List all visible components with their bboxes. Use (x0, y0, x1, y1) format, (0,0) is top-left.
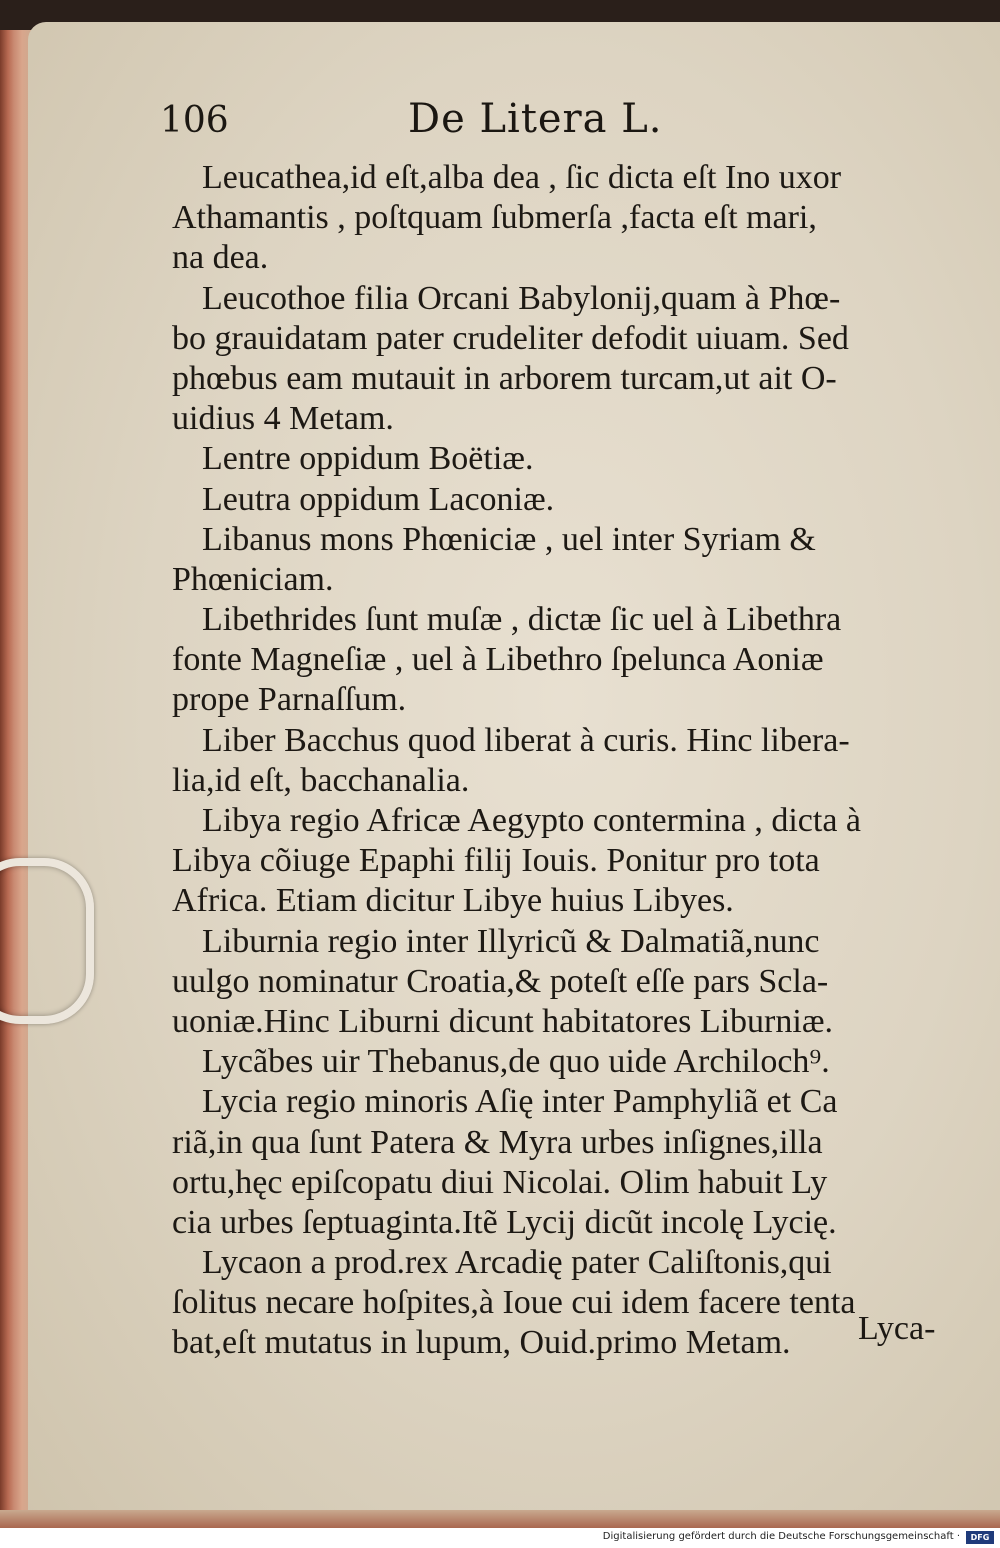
page-number: 106 (160, 100, 229, 141)
book-clasp (0, 858, 94, 1024)
text-line: uulgo nominatur Croatia,& poteſt eſſe pars Scla- (172, 962, 829, 1000)
text-line: bo grauidatam pater crudeliter defodit uiuam. Sed (172, 319, 849, 357)
text-line: fonte Magneſiæ , uel à Libethro ſpelunca Aoniæ (172, 641, 824, 679)
page-header (160, 92, 920, 152)
text-line: Libanus mons Phœniciæ , uel inter Syriam & (202, 520, 816, 558)
text-line: Liburnia regio inter Illyricũ & Dalmatiã,nunc (202, 922, 820, 960)
text-line: uidius 4 Metam. (172, 400, 394, 438)
text-line: Lycia regio minoris Aſię inter Pamphyliã et Ca (202, 1083, 838, 1121)
text-line: Africa. Etiam dicitur Libye huius Libyes. (172, 882, 734, 920)
funding-credit: Digitalisierung gefördert durch die Deutsche Forschungsgemeinschaft · (602, 1531, 960, 1542)
text-line: phœbus eam mutauit in arborem turcam,ut ait O- (172, 359, 837, 397)
text-line: riã,in qua ſunt Patera & Myra urbes inſignes,illa (172, 1123, 823, 1161)
text-line: Lycãbes uir Thebanus,de quo uide Archiloch⁹. (202, 1043, 830, 1081)
dictionary-text (172, 158, 952, 1364)
text-line: Athamantis , poſtquam ſubmerſa ,facta eſt mari, (172, 199, 817, 237)
text-line: uoniæ.Hinc Liburni dicunt habitatores Liburniæ. (172, 1002, 834, 1040)
text-line: prope Parnaſſum. (172, 681, 407, 719)
page-bottom-edge (0, 1510, 1000, 1528)
text-line: Phœniciam. (172, 560, 334, 598)
text-line: Libya regio Africæ Aegypto contermina , dicta à (202, 802, 862, 839)
text-line: Leucathea,id eſt,alba dea , ſic dicta eſt Ino uxor (202, 159, 842, 196)
text-line: cia urbes ſeptuaginta.Itẽ Lycij dicũt incolę Lycię. (172, 1203, 837, 1241)
text-line: na dea. (172, 239, 269, 277)
text-line: bat,eſt mutatus in lupum, Ouid.primo Metam. (172, 1324, 791, 1362)
footer-bar (0, 1528, 1000, 1548)
text-line: Libethrides ſunt muſæ , dictæ ſic uel à Libethra (202, 601, 842, 639)
text-line: ſolitus necare hoſpites,à Ioue cui idem facere tenta (172, 1284, 856, 1322)
text-line: Liber Bacchus quod liberat à curis. Hinc libera- (202, 721, 850, 759)
text-line: Lycaon a prod.rex Arcadię pater Caliſtonis,qui (202, 1244, 832, 1282)
running-title: De Litera L. (408, 96, 663, 142)
catchword: Lyca- (858, 1310, 936, 1347)
text-line: Libya cõiuge Epaphi filij Iouis. Ponitur pro tota (172, 842, 820, 880)
text-line: Leutra oppidum Laconiæ. (202, 480, 555, 518)
text-line: Lentre oppidum Boëtiæ. (202, 440, 534, 478)
text-line: lia,id eſt, bacchanalia. (172, 761, 470, 799)
dfg-logo: DFG (966, 1531, 994, 1544)
text-line: ortu,hęc epiſcopatu diui Nicolai. Olim habuit Ly (172, 1163, 828, 1201)
text-line: Leucothoe filia Orcani Babylonij,quam à Phœ- (202, 279, 841, 317)
